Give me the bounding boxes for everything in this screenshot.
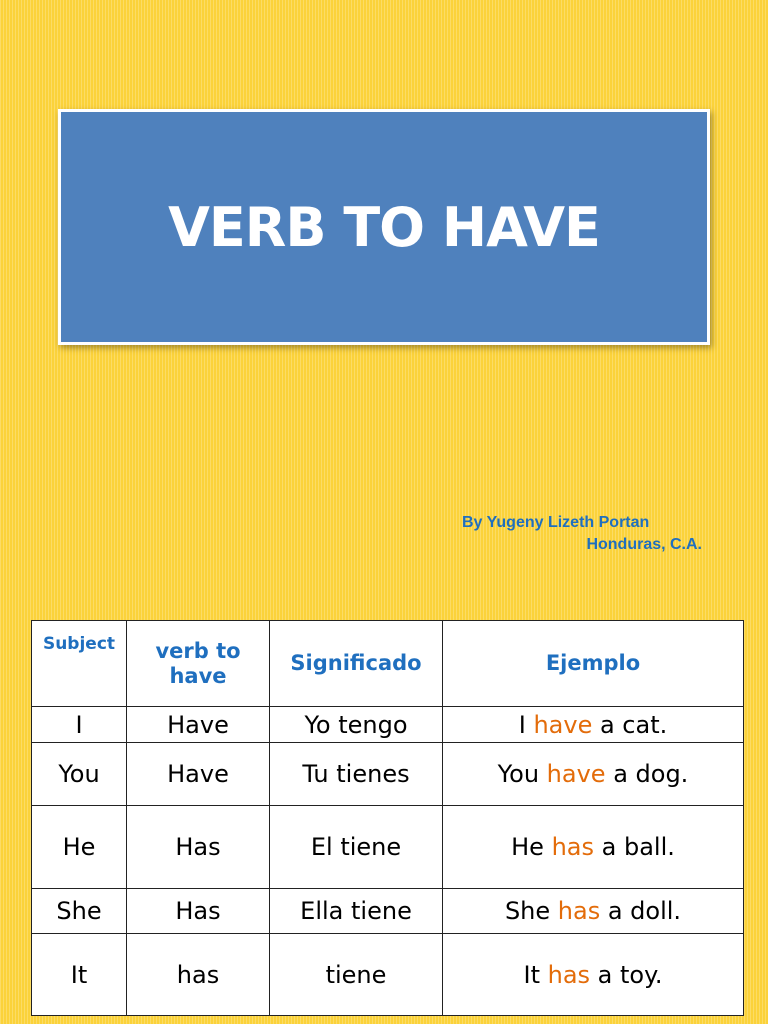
cell-subject: I xyxy=(32,707,127,743)
example-pre: It xyxy=(523,960,548,989)
cell-meaning: El tiene xyxy=(270,806,443,889)
title-box xyxy=(58,109,710,345)
header-subject: Subject xyxy=(32,621,127,707)
table-row xyxy=(32,743,744,806)
table-row xyxy=(32,707,744,743)
cell-meaning: Tu tienes xyxy=(270,743,443,806)
example-pre: You xyxy=(497,760,547,788)
example-pre: She xyxy=(504,897,558,925)
table-row xyxy=(32,934,744,1016)
page-title: VERB TO HAVE xyxy=(168,195,600,259)
cell-meaning: Yo tengo xyxy=(270,707,443,743)
example-pre: He xyxy=(511,833,552,861)
example-verb: have xyxy=(546,760,606,788)
cell-meaning: Ella tiene xyxy=(270,889,443,934)
example-post: a cat. xyxy=(592,710,668,739)
cell-subject: She xyxy=(32,889,127,934)
byline xyxy=(430,512,702,556)
cell-example xyxy=(443,743,744,806)
verb-table-container xyxy=(31,620,743,1015)
example-post: a toy. xyxy=(590,960,663,989)
example-post: a doll. xyxy=(600,897,682,925)
example-pre: I xyxy=(518,710,534,739)
cell-example xyxy=(443,806,744,889)
example-verb: has xyxy=(551,833,594,861)
cell-example xyxy=(443,934,744,1016)
example-verb: has xyxy=(557,897,601,925)
header-meaning: Significado xyxy=(270,621,443,707)
table-row xyxy=(32,806,744,889)
example-verb: have xyxy=(533,710,593,739)
header-example: Ejemplo xyxy=(443,621,744,707)
cell-subject: It xyxy=(32,934,127,1016)
cell-verb: Has xyxy=(127,889,270,934)
cell-subject: You xyxy=(32,743,127,806)
cell-subject: He xyxy=(32,806,127,889)
table-row xyxy=(32,889,744,934)
table-header-row xyxy=(32,621,744,707)
example-post: a dog. xyxy=(605,760,689,788)
cell-verb: Have xyxy=(127,707,270,743)
cell-meaning: tiene xyxy=(270,934,443,1016)
cell-verb: Has xyxy=(127,806,270,889)
verb-table xyxy=(31,620,744,1016)
example-post: a ball. xyxy=(594,833,675,861)
cell-example xyxy=(443,707,744,743)
example-verb: has xyxy=(547,960,591,989)
cell-verb: Have xyxy=(127,743,270,806)
header-verb: verb to have xyxy=(127,621,270,707)
cell-example xyxy=(443,889,744,934)
byline-author: By Yugeny Lizeth Portan xyxy=(462,514,650,531)
byline-location: Honduras, C.A. xyxy=(586,536,702,553)
cell-verb: has xyxy=(127,934,270,1016)
